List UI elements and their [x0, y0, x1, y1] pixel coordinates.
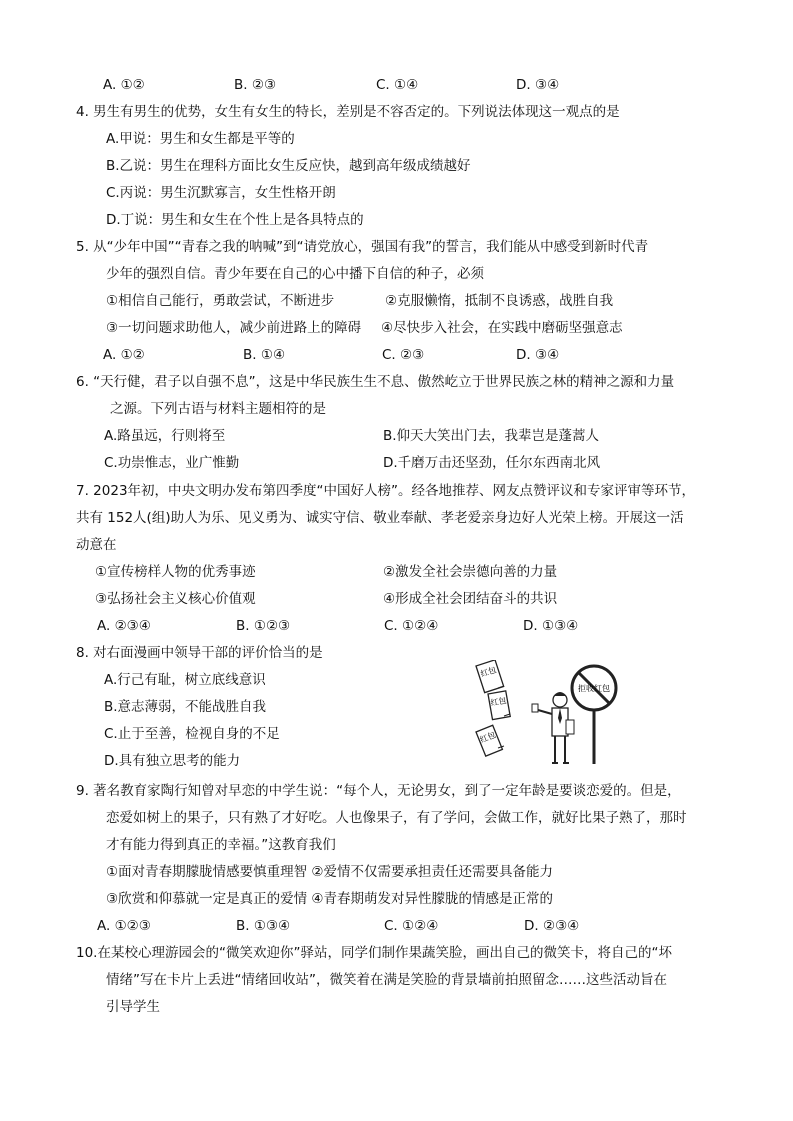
q6-stem-line2: 之源。下列古语与材料主题相符的是 [110, 401, 326, 417]
q4-option-a[interactable]: A.甲说：男生和女生都是平等的 [106, 131, 295, 147]
q5-item-4: ④尽快步入社会，在实践中磨砺坚强意志 [381, 320, 623, 336]
q7-option-a[interactable]: A. ②③④ [97, 618, 151, 634]
q4-option-b[interactable]: B.乙说：男生在理科方面比女生反应快，越到高年级成绩越好 [106, 158, 471, 174]
q6-option-b[interactable]: B.仰天大笑出门去，我辈岂是蓬蒿人 [383, 428, 600, 444]
q4-stem: 4. 男生有男生的优势，女生有女生的特长，差别是不容否定的。下列说法体现这一观点的是 [76, 104, 620, 120]
q5-option-b[interactable]: B. ①④ [243, 347, 286, 363]
q5-stem-line2: 少年的强烈自信。青少年要在自己的心中播下自信的种子，必须 [106, 266, 484, 282]
q7-stem-line3: 动意在 [76, 537, 117, 553]
q6-stem-line1: 6. “天行健，君子以自强不息”，这是中华民族生生不息、傲然屹立于世界民族之林的精神之源和力量 [76, 374, 675, 390]
q6-option-d[interactable]: D.千磨万击还坚劲，任尔东西南北风 [383, 455, 601, 471]
q9-stem-line3: 才有能力得到真正的幸福。”这教育我们 [106, 837, 336, 853]
q9-option-b[interactable]: B. ①③④ [236, 918, 291, 934]
envelope-label-3: 红包 [478, 730, 498, 745]
q7-stem-line2: 共有 152人(组)助人为乐、见义勇为、诚实守信、敬业奉献、孝老爱亲身边好人光荣上榜。开展这一活 [76, 510, 684, 526]
q5-item-1: ①相信自己能行，勇敢尝试，不断进步 [106, 293, 335, 309]
q7-item-1: ①宣传榜样人物的优秀事迹 [95, 564, 256, 580]
q5-option-d[interactable]: D. ③④ [516, 347, 560, 363]
q9-items-line2: ③欣赏和仰慕就一定是真正的爱情 ④青春期萌发对异性朦胧的情感是正常的 [106, 891, 553, 907]
q5-stem-line1: 5. 从“少年中国”“青春之我的呐喊”到“请党放心，强国有我”的誓言，我们能从中感受到新时代青 [76, 239, 649, 255]
q8-option-c[interactable]: C.止于至善，检视自身的不足 [104, 726, 280, 742]
q5-item-3: ③一切问题求助他人，减少前进路上的障碍 [106, 320, 362, 336]
q3-option-c[interactable]: C. ①④ [376, 77, 419, 93]
q9-option-d[interactable]: D. ②③④ [524, 918, 580, 934]
q9-items-line1: ①面对青春期朦胧情感要慎重理智 ②爱情不仅需要承担责任还需要具备能力 [106, 864, 553, 880]
q7-item-4: ④形成全社会团结奋斗的共识 [383, 591, 558, 607]
q8-cartoon [468, 660, 628, 770]
q10-stem-line2: 情绪”写在卡片上丢进“情绪回收站”，微笑着在满是笑脸的背景墙前拍照留念……这些活动旨在 [106, 972, 667, 988]
q3-option-b[interactable]: B. ②③ [234, 77, 277, 93]
q4-option-c[interactable]: C.丙说：男生沉默寡言，女生性格开朗 [106, 185, 336, 201]
q10-stem-line1: 10.在某校心理游园会的“微笑欢迎你”驿站，同学们制作果蔬笑脸，画出自己的微笑卡，将自己的“坏 [76, 945, 672, 961]
q7-option-d[interactable]: D. ①③④ [523, 618, 579, 634]
sign-text: 拒收红包 [578, 684, 610, 693]
q8-option-a[interactable]: A.行己有耻，树立底线意识 [104, 672, 266, 688]
q8-stem: 8. 对右面漫画中领导干部的评价恰当的是 [76, 645, 323, 661]
q9-stem-line1: 9. 著名教育家陶行知曾对早恋的中学生说：“每个人，无论男女，到了一定年龄是要谈恋爱的。但是， [76, 783, 681, 799]
q6-option-a[interactable]: A.路虽远，行则将至 [104, 428, 226, 444]
q7-option-b[interactable]: B. ①②③ [236, 618, 291, 634]
q6-option-c[interactable]: C.功崇惟志，业广惟勤 [104, 455, 240, 471]
envelope-label-1: 红包 [479, 665, 498, 679]
q9-stem-line2: 恋爱如树上的果子，只有熟了才好吃。人也像果子，有了学问，会做工作，就好比果子熟了，那时 [106, 810, 687, 826]
envelope-label-2: 红包 [489, 695, 508, 708]
q8-option-d[interactable]: D.具有独立思考的能力 [104, 753, 241, 769]
refuse-sign [572, 666, 616, 764]
q7-item-2: ②激发全社会崇德向善的力量 [383, 564, 558, 580]
q8-option-b[interactable]: B.意志薄弱，不能战胜自我 [104, 699, 267, 715]
q5-option-c[interactable]: C. ②③ [382, 347, 425, 363]
red-envelope-3 [476, 725, 502, 756]
q9-option-a[interactable]: A. ①②③ [97, 918, 151, 934]
q3-option-d[interactable]: D. ③④ [516, 77, 560, 93]
q3-option-a[interactable]: A. ①② [103, 77, 145, 93]
official-figure [532, 692, 574, 763]
q4-option-d[interactable]: D.丁说：男生和女生在个性上是各具特点的 [106, 212, 364, 228]
q10-stem-line3: 引导学生 [106, 999, 160, 1015]
q7-option-c[interactable]: C. ①②④ [384, 618, 439, 634]
q5-item-2: ②克服懒惰，抵制不良诱惑，战胜自我 [385, 293, 614, 309]
q5-option-a[interactable]: A. ①② [103, 347, 145, 363]
q9-option-c[interactable]: C. ①②④ [384, 918, 439, 934]
q7-stem-line1: 7. 2023年初，中央文明办发布第四季度“中国好人榜”。经各地推荐、网友点赞评议和专家评审等环节， [76, 483, 696, 499]
q7-item-3: ③弘扬社会主义核心价值观 [95, 591, 256, 607]
